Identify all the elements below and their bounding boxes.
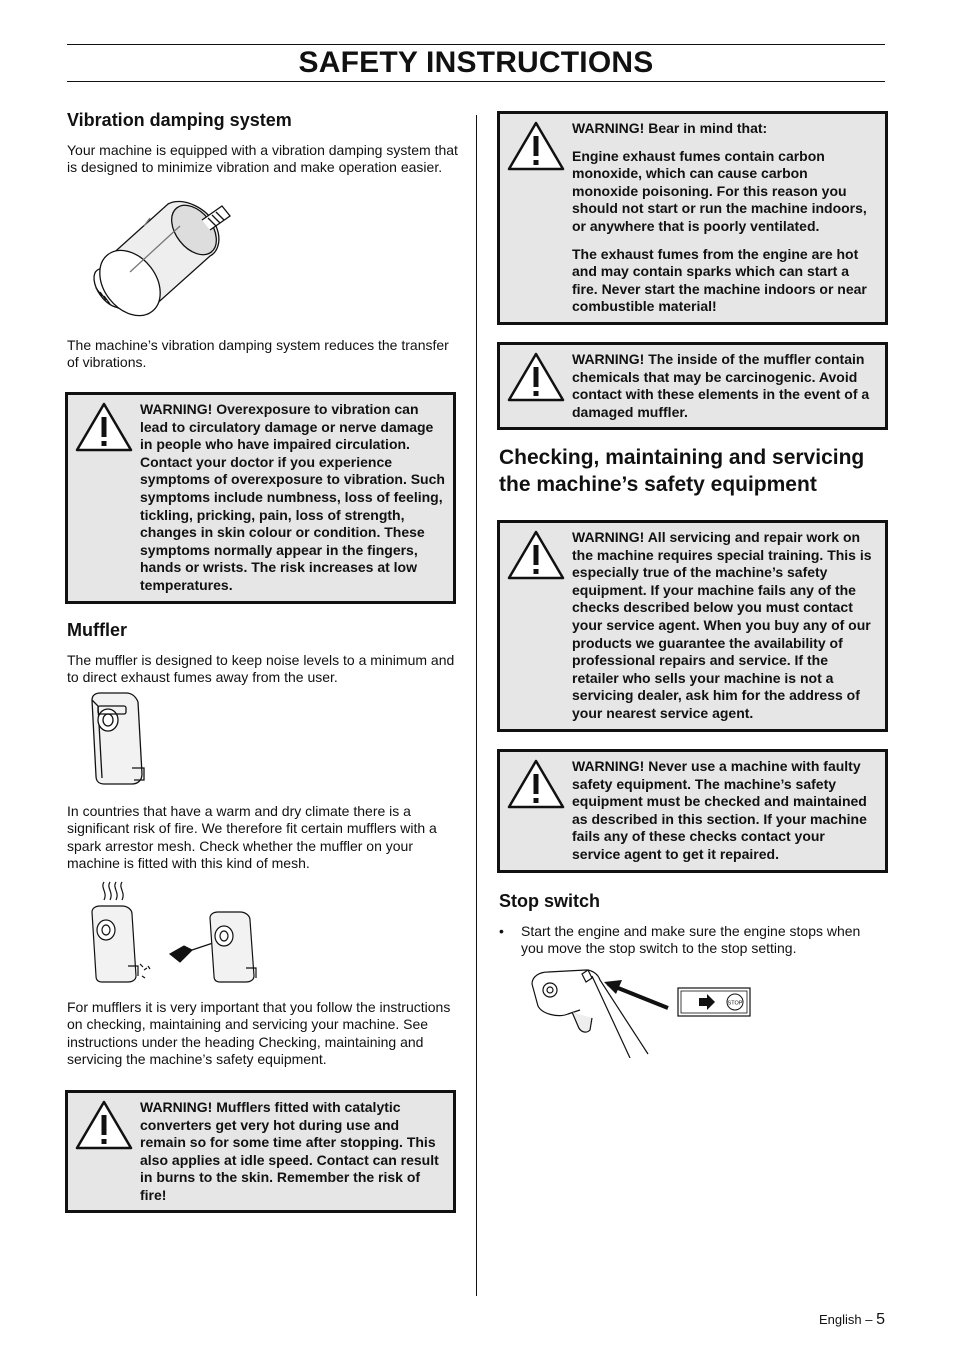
warning-triangle-icon [74, 1099, 134, 1151]
warning-triangle-icon [74, 401, 134, 453]
bullet-mark: • [499, 923, 504, 939]
warning-triangle-icon [506, 120, 566, 172]
warning-triangle-icon [506, 529, 566, 581]
stop-switch-heading: Stop switch [499, 891, 601, 911]
checking-heading: Checking, maintaining and servicing the machine’s safety equipment [499, 446, 865, 496]
exhaust-warning-box [497, 111, 888, 325]
page-title: SAFETY INSTRUCTIONS [298, 46, 654, 79]
catalytic-warning-text: WARNING! Mufflers fitted with catalytic converters get very hot during use and remain so for some time after stopping. This also applies at idle speed. Contact can result in burns to the skin. Remember the risk of fire! [140, 1099, 439, 1203]
vibration-warning-text: WARNING! Overexposure to vibration can lead to circulatory damage or nerve damage in people who have impaired circulation. Contact your doctor if you experience symptoms of overexposure to vibration. Such symptoms include numbness, loss of feeling, tickling, pricking, pain, loss of strength, changes in skin colour or condition. These symptoms normally appear in the fingers, hands or wrists. The risk increases at low temperatures. [140, 401, 445, 593]
faulty-equipment-warning-text: WARNING! Never use a machine with faulty safety equipment. The machine’s safety equipment must be checked and maintained as described in this section. If your machine fails any of these checks contact your service agent to get it repaired. [572, 758, 867, 862]
page-number: 5 [876, 1311, 885, 1328]
warning-triangle-icon [506, 351, 566, 403]
muffler-instructions-text: For mufflers it is very important that you follow the instructions on checking, maintaining and servicing your machine. See instructions under the heading Checking, maintaining and servicing the machine’s safety equipment. [67, 999, 451, 1068]
column-separator [476, 115, 477, 1296]
stop-switch-handle-illustration [528, 966, 673, 1058]
muffler-illustration [88, 692, 148, 786]
stop-setting-decal [677, 987, 751, 1017]
vibration-intro: Your machine is equipped with a vibration damping system that is designed to minimize vibration and make operation easier. [67, 142, 458, 176]
exhaust-warning-fire: The exhaust fumes from the engine are hot and may contain sparks which can start a fire. Never start the machine indoors or near combustible material! [572, 245, 867, 315]
footer-dash: – [865, 1312, 873, 1327]
muffler-inside-warning-box [497, 342, 888, 430]
vibration-reduces-text: The machine’s vibration damping system reduces the transfer of vibrations. [67, 337, 449, 371]
muffler-climate-text: In countries that have a warm and dry climate there is a significant risk of fire. We therefore fit certain mufflers with a spark arrestor mesh. Check whether the muffler on your machine is fitted with this kind of mesh. [67, 803, 437, 872]
muffler-intro: The muffler is designed to keep noise levels to a minimum and to direct exhaust fumes away from the user. [67, 652, 455, 686]
warning-triangle-icon [506, 758, 566, 810]
servicing-warning-text: WARNING! All servicing and repair work on the machine requires special training. This is especially true of the machine’s safety equipment. If your machine fails any of the checks described below you must contact your service agent. When you buy any of our products we guarantee the availability of professional repairs and service. If the retailer who sells your machine is not a servicing dealer, ask him for the address of your nearest service agent. [572, 529, 872, 721]
spark-arrestor-illustration [88, 880, 263, 986]
muffler-heading: Muffler [67, 620, 127, 640]
stop-label: STOP [727, 1000, 743, 1007]
vibration-heading: Vibration damping system [67, 110, 292, 130]
page-footer [819, 1311, 885, 1329]
stop-switch-instruction: Start the engine and make sure the engine stops when you move the stop switch to the stop setting. [521, 923, 861, 957]
header-rule-bottom [67, 81, 885, 82]
vibration-damper-illustration [90, 196, 235, 318]
servicing-warning-box [497, 520, 888, 732]
vibration-warning-box [65, 392, 456, 604]
catalytic-warning-box [65, 1090, 456, 1213]
exhaust-warning-lead: WARNING! Bear in mind that: [572, 120, 768, 136]
footer-language: English [818, 1312, 862, 1327]
exhaust-warning-co: Engine exhaust fumes contain carbon monoxide, which can cause carbon monoxide poisoning. For this reason you should not start or run the machine indoors, or anywhere that is poorly ventilated. [572, 147, 867, 234]
muffler-inside-warning-text: WARNING! The inside of the muffler contain chemicals that may be carcinogenic. Avoid contact with these elements in the event of a damaged muffler. [572, 351, 870, 420]
faulty-equipment-warning-box [497, 749, 888, 873]
